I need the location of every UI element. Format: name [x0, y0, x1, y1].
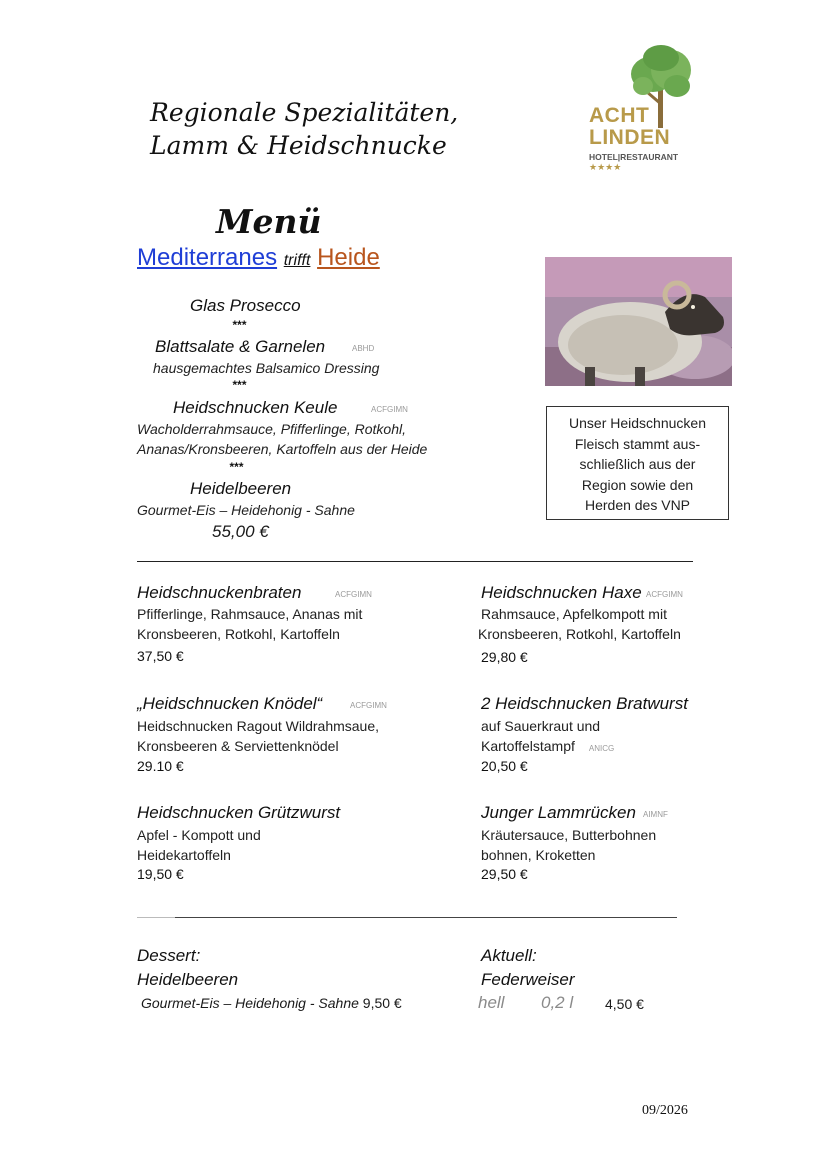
- item-desc-line: auf Sauerkraut und: [481, 718, 601, 734]
- item-price: 29.10 €: [137, 758, 184, 774]
- item-price: 29,50 €: [481, 866, 528, 882]
- course-blattsalate-desc: hausgemachtes Balsamico Dressing: [153, 360, 380, 376]
- menu-tagline: [137, 244, 380, 272]
- allergen-code: ACFGIMN: [350, 701, 387, 710]
- aktuell-type: hell: [478, 993, 505, 1012]
- item-title: Heidschnucken Grützwurst: [137, 803, 341, 822]
- dessert-line: [141, 995, 402, 1011]
- tagline-mediterranes: Mediterranes: [137, 244, 278, 271]
- item-title: Junger Lammrücken: [481, 803, 636, 822]
- course-prosecco: Glas Prosecco: [190, 296, 301, 315]
- note-line: schließlich aus der: [579, 456, 696, 472]
- course-separator: ***: [229, 460, 244, 474]
- item-desc-line: bohnen, Kroketten: [481, 847, 596, 863]
- item-desc-line: Kronsbeeren, Rotkohl, Kartoffeln: [478, 626, 681, 642]
- logo-subtitle: HOTEL|RESTAURANT: [589, 152, 679, 162]
- title-line-1: Regionale Spezialitäten,: [150, 98, 459, 127]
- item-desc: [481, 825, 656, 865]
- allergen-code: AIMNF: [643, 810, 668, 819]
- aktuell-price: 4,50 €: [605, 996, 644, 1012]
- item-desc-line: Kronsbeeren, Rotkohl, Kartoffeln: [137, 626, 340, 642]
- title-line-2: Lamm & Heidschnucke: [150, 131, 447, 160]
- item-desc: [481, 716, 614, 759]
- item-price: 19,50 €: [137, 866, 184, 882]
- aktuell-label: Aktuell:: [481, 946, 537, 965]
- course-separator: ***: [232, 378, 247, 392]
- divider: [175, 917, 677, 918]
- origin-note: [546, 406, 729, 520]
- item-price: 29,80 €: [481, 649, 528, 665]
- logo-word-acht: ACHT: [589, 104, 650, 127]
- menu-heading: Menü: [216, 202, 322, 241]
- item-title: 2 Heidschnucken Bratwurst: [481, 694, 688, 713]
- item-desc-line: Heidekartoffeln: [137, 847, 231, 863]
- tagline-heide: Heide: [317, 244, 380, 271]
- item-desc-line: Heidschnucken Ragout Wildrahmsaue,: [137, 718, 380, 734]
- item-desc-line: Rahmsauce, Apfelkompott mit: [481, 606, 667, 622]
- allergen-code: ACFGIMN: [371, 405, 408, 414]
- item-price: 37,50 €: [137, 648, 184, 664]
- course-blattsalate: Blattsalate & Garnelen: [155, 337, 326, 356]
- sheep-image: [545, 257, 732, 386]
- course-heidelbeeren: Heidelbeeren: [190, 479, 292, 498]
- item-title: „Heidschnucken Knödel“: [137, 694, 323, 713]
- item-title: Heidschnuckenbraten: [137, 583, 302, 602]
- item-title: Heidschnucken Haxe: [481, 583, 642, 602]
- item-desc-text: Kartoffelstampf: [481, 738, 575, 754]
- logo-word-linden: LINDEN: [589, 126, 671, 149]
- divider: [137, 561, 693, 562]
- allergen-code: ABHD: [352, 344, 375, 353]
- note-line: Herden des VNP: [584, 497, 691, 513]
- note-line: Fleisch stammt aus-: [574, 435, 701, 452]
- item-desc: [478, 604, 681, 644]
- dessert-label: Dessert:: [137, 946, 201, 965]
- note-line: Region sowie den: [581, 476, 694, 493]
- logo-stars: ★★★★: [589, 162, 622, 172]
- footer-date: 09/2026: [642, 1103, 688, 1118]
- note-line: Unser Heidschnucken: [569, 415, 706, 431]
- dessert-desc: Gourmet-Eis – Heidehonig - Sahne: [141, 995, 359, 1011]
- course-heidelbeeren-desc: Gourmet-Eis – Heidehonig - Sahne: [137, 502, 355, 518]
- course-keule-desc-1: Wacholderrahmsauce, Pfifferlinge, Rotkohl,: [137, 421, 406, 437]
- page-title: [150, 96, 458, 162]
- item-desc-line: Apfel - Kompott und: [137, 827, 261, 843]
- heidschnucke-photo: [545, 257, 732, 386]
- course-separator: ***: [232, 318, 247, 332]
- item-desc-line: Kronsbeeren & Serviettenknödel: [137, 738, 339, 754]
- item-desc: [137, 604, 362, 644]
- aktuell-volume: 0,2 l: [541, 993, 574, 1012]
- divider-faint: [137, 917, 175, 918]
- item-desc-line: [481, 736, 614, 759]
- tagline-trifft: trifft: [283, 252, 311, 269]
- item-price: 20,50 €: [481, 758, 528, 774]
- allergen-code: ACFGIMN: [646, 590, 683, 599]
- course-keule: Heidschnucken Keule: [173, 398, 338, 417]
- item-desc-line: Kräutersauce, Butterbohnen: [481, 827, 657, 843]
- restaurant-logo: [585, 44, 695, 176]
- course-keule-desc-2: Ananas/Kronsbeeren, Kartoffeln aus der Heide: [137, 441, 428, 457]
- item-desc: [137, 716, 379, 756]
- menu-price: 55,00 €: [212, 522, 269, 541]
- item-desc-line: Pfifferlinge, Rahmsauce, Ananas mit: [137, 606, 363, 622]
- allergen-code: ANICG: [588, 744, 615, 753]
- allergen-code: ACFGIMN: [335, 590, 372, 599]
- dessert-name: Heidelbeeren: [137, 970, 239, 989]
- dessert-price: 9,50 €: [362, 995, 402, 1011]
- item-desc: [137, 825, 261, 865]
- aktuell-name: Federweiser: [481, 970, 575, 989]
